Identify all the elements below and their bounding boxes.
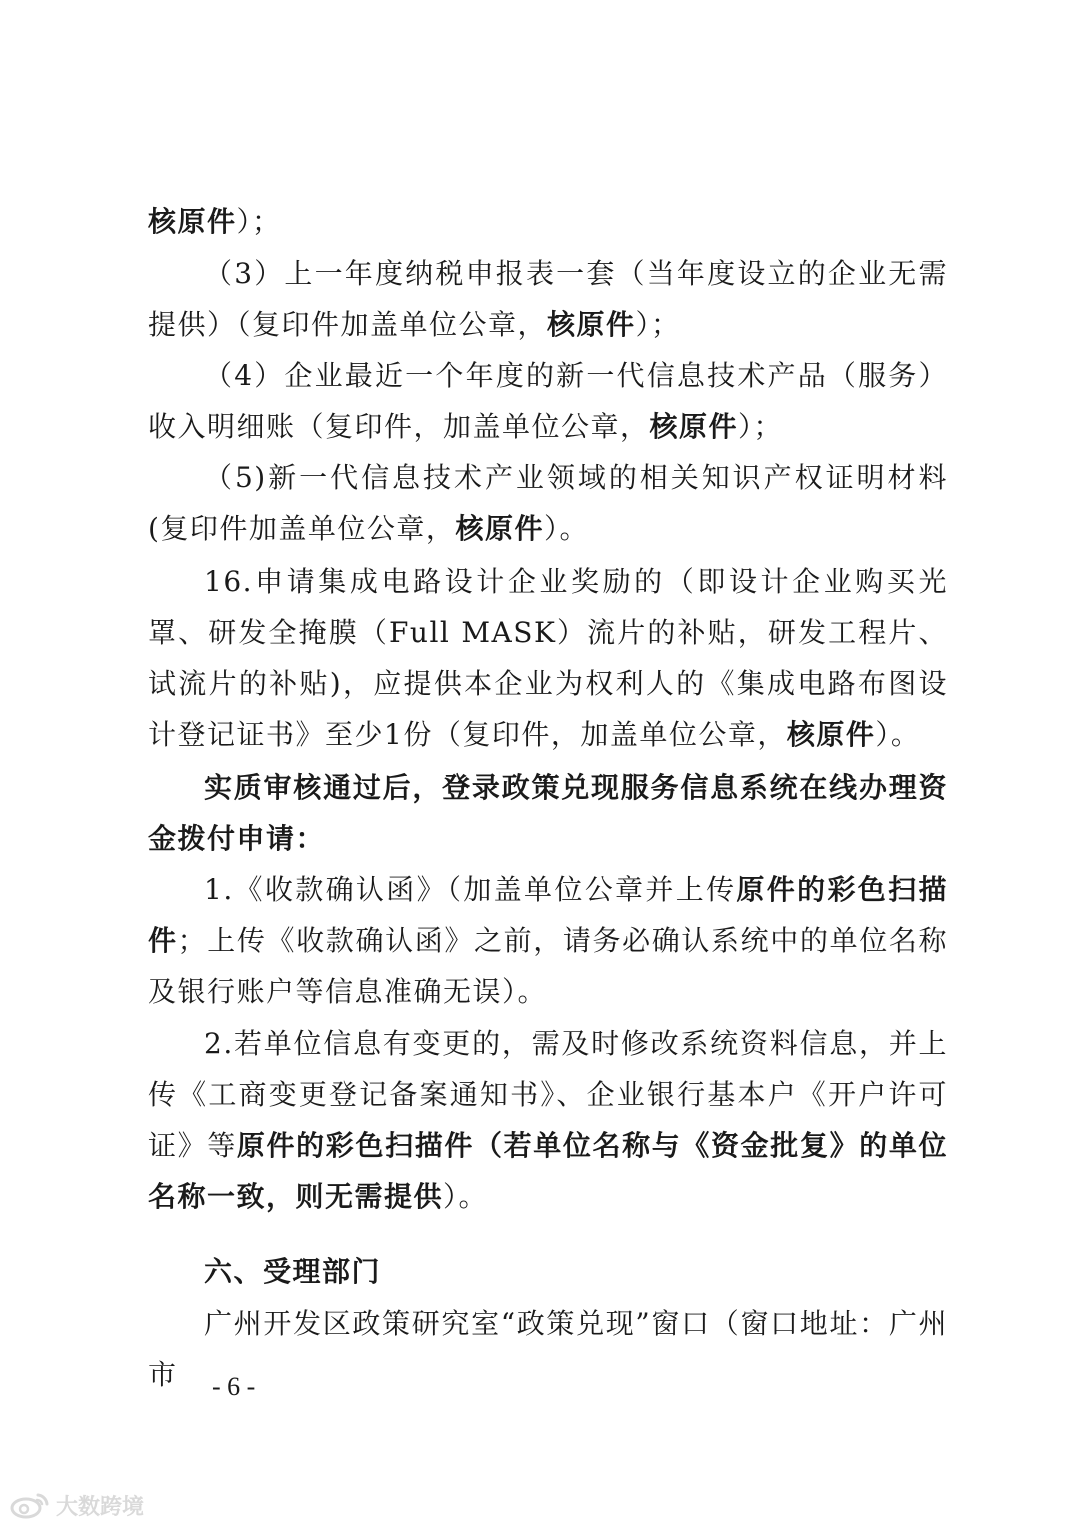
weibo-logo-icon [10, 1491, 50, 1519]
text-run: ）。 [543, 512, 589, 545]
paragraph-dept [148, 1298, 948, 1400]
bold-text: 核原件 [649, 410, 739, 443]
text-run: （5)新一代信息技术产业领域的相关知识产权证明材料(复印件加盖单位公章， [148, 461, 948, 545]
text-run: （3）上一年度纳税申报表一套（当年度设立的企业无需提供）（复印件加盖单位公章， [148, 257, 948, 341]
text-run: ；上传《收款确认函》之前，请务必确认系统中的单位名称及银行账户等信息准确无误）。 [148, 924, 948, 1008]
paragraph-receipt1 [148, 864, 948, 1017]
text-run: ）。 [443, 1180, 489, 1213]
paragraph-item16 [148, 556, 948, 760]
watermark-text: 大数跨境 [56, 1494, 145, 1520]
text-run: （4）企业最近一个年度的新一代信息技术产品（服务）收入明细账（复印件，加盖单位公章， [148, 359, 948, 443]
bold-text: 核原件 [547, 308, 636, 341]
page-number-text: - 6 - [212, 1372, 256, 1401]
paragraph-item3 [148, 248, 948, 350]
paragraph-item4 [148, 350, 948, 452]
text-run: ）； [738, 410, 784, 443]
bold-text: 实质审核通过后，登录政策兑现服务信息系统在线办理资金拨付申请： [148, 771, 948, 855]
paragraph-receipt2 [148, 1018, 948, 1222]
paragraph-approval [148, 762, 948, 864]
text-run: 16.申请集成电路设计企业奖励的（即设计企业购买光罩、研发全掩膜（Full MASK）流片的补贴，研发工程片、试流片的补贴)，应提供本企业为权利人的《集成电路布图设计登记证书》至少1份（复印件，加盖单位公章， [148, 565, 948, 751]
paragraph-section6 [148, 1246, 948, 1297]
bold-text: 核原件 [455, 512, 544, 545]
paragraph-item5 [148, 452, 948, 554]
text-run: 1.《收款确认函》（加盖单位公章并上传 [204, 873, 737, 906]
bold-text: 核原件 [148, 205, 237, 238]
text-run: ）。 [875, 718, 921, 751]
bold-text: 原件的彩色扫描件 [148, 873, 948, 957]
bold-text: 六、受理部门 [204, 1255, 382, 1288]
bold-text: 原件的彩色扫描件（若单位名称与《资金批复》的单位名称一致，则无需提供 [148, 1129, 948, 1213]
text-run: ）； [236, 205, 282, 238]
text-run: ）； [635, 308, 681, 341]
text-run: 2.若单位信息有变更的，需及时修改系统资料信息，并上传《工商变更登记备案通知书》、企业银行基本户《开户许可证》等 [148, 1027, 948, 1162]
paragraph-cont [148, 196, 948, 247]
bold-text: 核原件 [786, 718, 876, 751]
watermark [10, 1488, 144, 1522]
text-run: 广州开发区政策研究室“政策兑现”窗口（窗口地址：广州市 [148, 1307, 948, 1391]
